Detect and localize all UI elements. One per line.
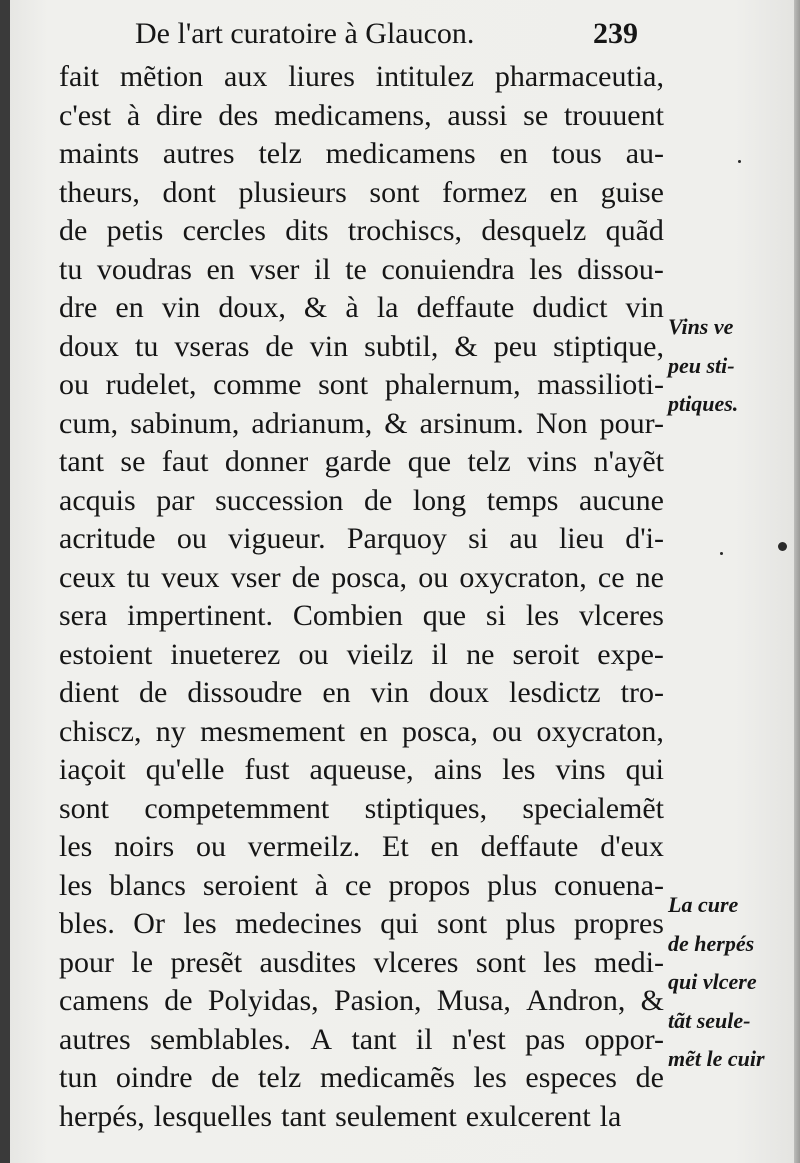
ink-speck bbox=[778, 542, 787, 551]
text-line: bles. Or les medecines qui sont plus propres bbox=[59, 907, 664, 940]
text-line: les noirs ou vermeilz. Et en deffaute d'eux bbox=[59, 830, 664, 863]
margin-note-line: peu sti- bbox=[668, 352, 735, 378]
text-line: ceux tu veux vser de posca, ou oxycraton, ce ne bbox=[59, 560, 664, 594]
margin-note-herpes-cure bbox=[668, 886, 796, 1079]
text-line: c'est à dire des medicamens, aussi se trouuent bbox=[59, 98, 664, 132]
text-line: ou rudelet, comme sont phalernum, massilioti- bbox=[59, 368, 664, 401]
page-left-shadow bbox=[0, 0, 10, 1163]
page-number: 239 bbox=[593, 17, 638, 50]
margin-note-line: de herpés bbox=[668, 930, 755, 956]
margin-note-line: qui vlcere bbox=[668, 969, 757, 994]
text-line: estoient inueterez ou vieilz il ne seroit expe- bbox=[59, 637, 664, 671]
running-header bbox=[135, 14, 655, 54]
margin-note-line: ptiques. bbox=[668, 391, 739, 416]
text-line: de petis cercles dits trochiscs, desquelz quãd bbox=[59, 214, 664, 247]
text-line: sera impertinent. Combien que si les vlceres bbox=[59, 599, 664, 632]
text-line: acquis par succession de long temps aucune bbox=[59, 483, 664, 517]
text-line: autres semblables. A tant il n'est pas oppor- bbox=[59, 1022, 664, 1056]
margin-note-line: La cure bbox=[668, 892, 739, 917]
text-line: sont competemment stiptiques, specialemẽt bbox=[59, 791, 664, 825]
main-text-block bbox=[59, 58, 664, 1136]
text-line: dre en vin doux, & à la deffaute dudict vin bbox=[59, 291, 664, 324]
text-line: theurs, dont plusieurs sont formez en guise bbox=[59, 175, 664, 209]
text-line: pour le presẽt ausdites vlceres sont les medi- bbox=[59, 945, 664, 979]
text-line: dient de dissoudre en vin doux lesdictz tro- bbox=[59, 676, 664, 709]
margin-note-wines bbox=[668, 308, 796, 424]
text-line: tant se faut donner garde que telz vins n'ayẽt bbox=[59, 445, 664, 478]
text-line: les blancs seroient à ce propos plus conuena- bbox=[59, 868, 664, 902]
text-line: maints autres telz medicamens en tous au- bbox=[59, 137, 664, 170]
text-line: tu voudras en vser il te conuiendra les dissou- bbox=[59, 252, 664, 286]
text-line: chiscz, ny mesmement en posca, ou oxycraton, bbox=[59, 714, 664, 748]
running-title: De l'art curatoire à Glaucon. bbox=[135, 17, 475, 50]
margin-note-line: tãt seule- bbox=[668, 1007, 751, 1033]
text-line: herpés, lesquelles tant seulement exulcerent la bbox=[59, 1099, 622, 1133]
text-line: tun oindre de telz medicamẽs les especes de bbox=[59, 1061, 664, 1094]
ink-speck bbox=[738, 160, 741, 163]
text-line: camens de Polyidas, Pasion, Musa, Andron, & bbox=[59, 984, 664, 1017]
margin-note-line: Vins ve bbox=[668, 314, 734, 339]
text-line: iaçoit qu'elle fust aqueuse, ains les vins qui bbox=[59, 753, 664, 786]
margin-note-line: mẽt le cuir bbox=[668, 1046, 765, 1071]
text-line: doux tu vseras de vin subtil, & peu stiptique, bbox=[59, 329, 664, 363]
text-line: cum, sabinum, adrianum, & arsinum. Non pour- bbox=[59, 406, 664, 440]
ink-speck bbox=[720, 552, 723, 555]
text-line: fait mẽtion aux liures intitulez pharmaceutia, bbox=[59, 60, 664, 93]
text-line: acritude ou vigueur. Parquoy si au lieu d'i- bbox=[59, 522, 664, 555]
